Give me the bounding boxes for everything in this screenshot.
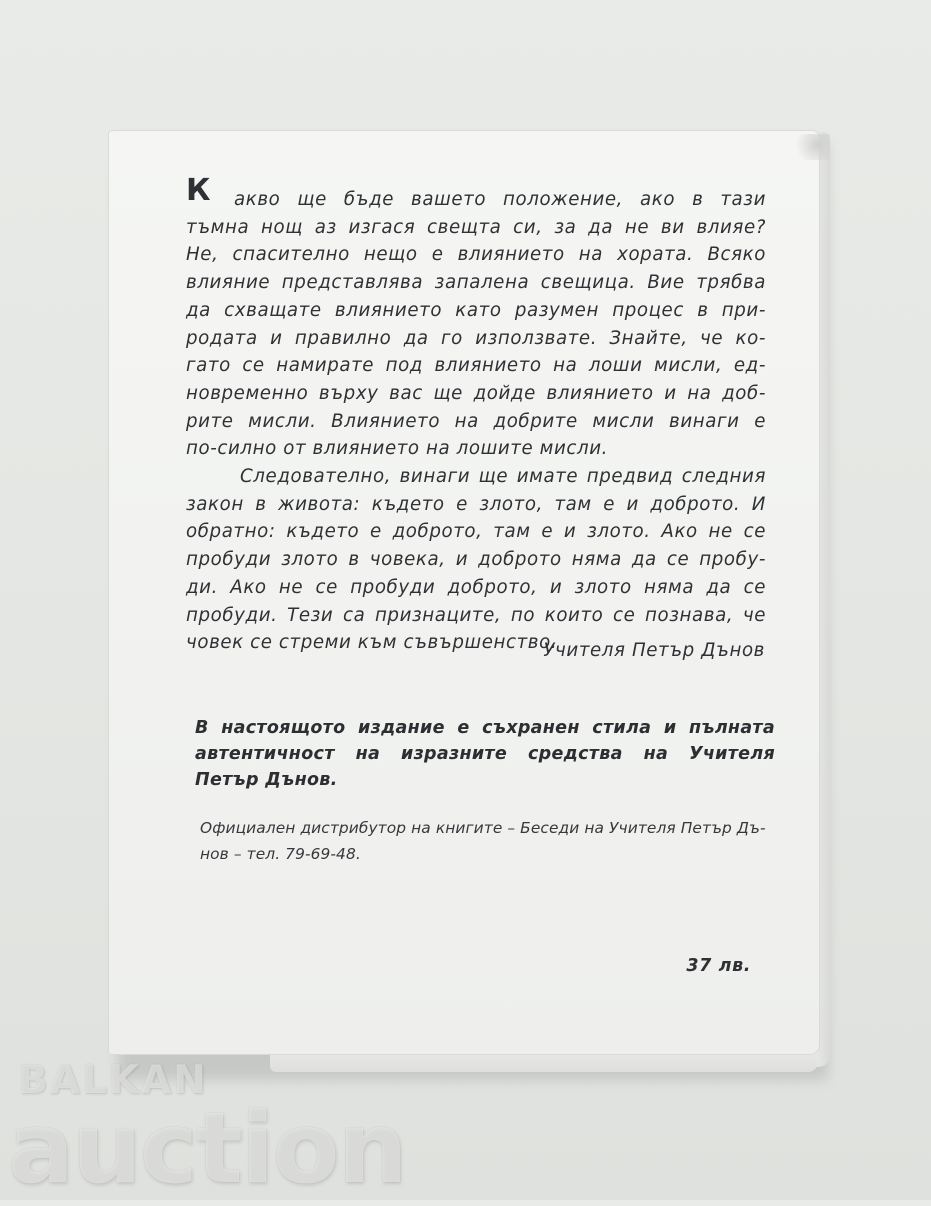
- quote-line-9: рите мисли. Влиянието на добрите мисли винаги е: [186, 410, 766, 432]
- quote-line-5: да схващате влиянието като разумен процес в при-: [186, 299, 766, 321]
- quote-line-17: човек се стреми към съвършенство.: [186, 632, 558, 654]
- quote-line-10: по-силно от влиянието на лошите мисли.: [186, 438, 609, 460]
- quote-line-4: влияние представлява запалена свещица. Вие трябва: [186, 272, 766, 294]
- quote-text: [186, 173, 766, 657]
- distributor-info: [200, 815, 775, 867]
- quote-line-1-text: акво ще бъде вашето положение, ако в тази: [234, 189, 766, 210]
- watermark-balkan-text: BALKAN: [18, 1058, 208, 1103]
- quote-line-13: обратно: където е доброто, там е и злото. Ако не се: [186, 521, 766, 543]
- quote-line-2: тъмна нощ аз изгася свещта си, за да не ви влияе?: [186, 216, 766, 238]
- quote-line-14: пробуди злото в човека, и доброто няма да се пробу-: [186, 549, 766, 571]
- quote-line-3: Не, спасително нещо е влиянието на хората. Всяко: [186, 244, 766, 266]
- drop-cap: К: [186, 173, 212, 208]
- quote-line-7: гато се намирате под влиянието на лоши мисли, ед-: [186, 355, 766, 377]
- quote-line-12: закон в живота: където е злото, там е и доброто. И: [186, 493, 766, 515]
- quote-line-1: [186, 173, 766, 214]
- edition-note-line-2: автентичност на изразните средства на Учителя: [195, 744, 775, 764]
- distributor-line-2: нов – тел. 79-69-48.: [200, 845, 361, 863]
- edition-note-line-1: В настоящото издание е съхранен стила и пълната: [195, 718, 775, 738]
- edition-note: [195, 715, 775, 793]
- edition-note-line-3: Петър Дънов.: [195, 770, 338, 790]
- quote-line-8: новременно върху вас ще дойде влиянието и на доб-: [186, 382, 766, 404]
- distributor-line-1: Официален дистрибутор на книгите – Беседи на Учителя Петър Дъ-: [200, 819, 766, 837]
- watermark-auction-text: auction: [8, 1092, 406, 1206]
- quote-line-6: родата и правилно да го използвате. Знайте, че ко-: [186, 327, 766, 349]
- price-label: 37 лв.: [686, 956, 751, 976]
- quote-line-16: пробуди. Тези са признаците, по които се познава, че: [186, 604, 766, 626]
- quote-line-15: ди. Ако не се пробуди доброто, и злото няма да се: [186, 576, 766, 598]
- cover-corner-wear: [790, 134, 830, 160]
- quote-line-11: Следователно, винаги ще имате предвид следния: [240, 466, 766, 488]
- author-signature: Учителя Петър Дънов: [543, 640, 765, 661]
